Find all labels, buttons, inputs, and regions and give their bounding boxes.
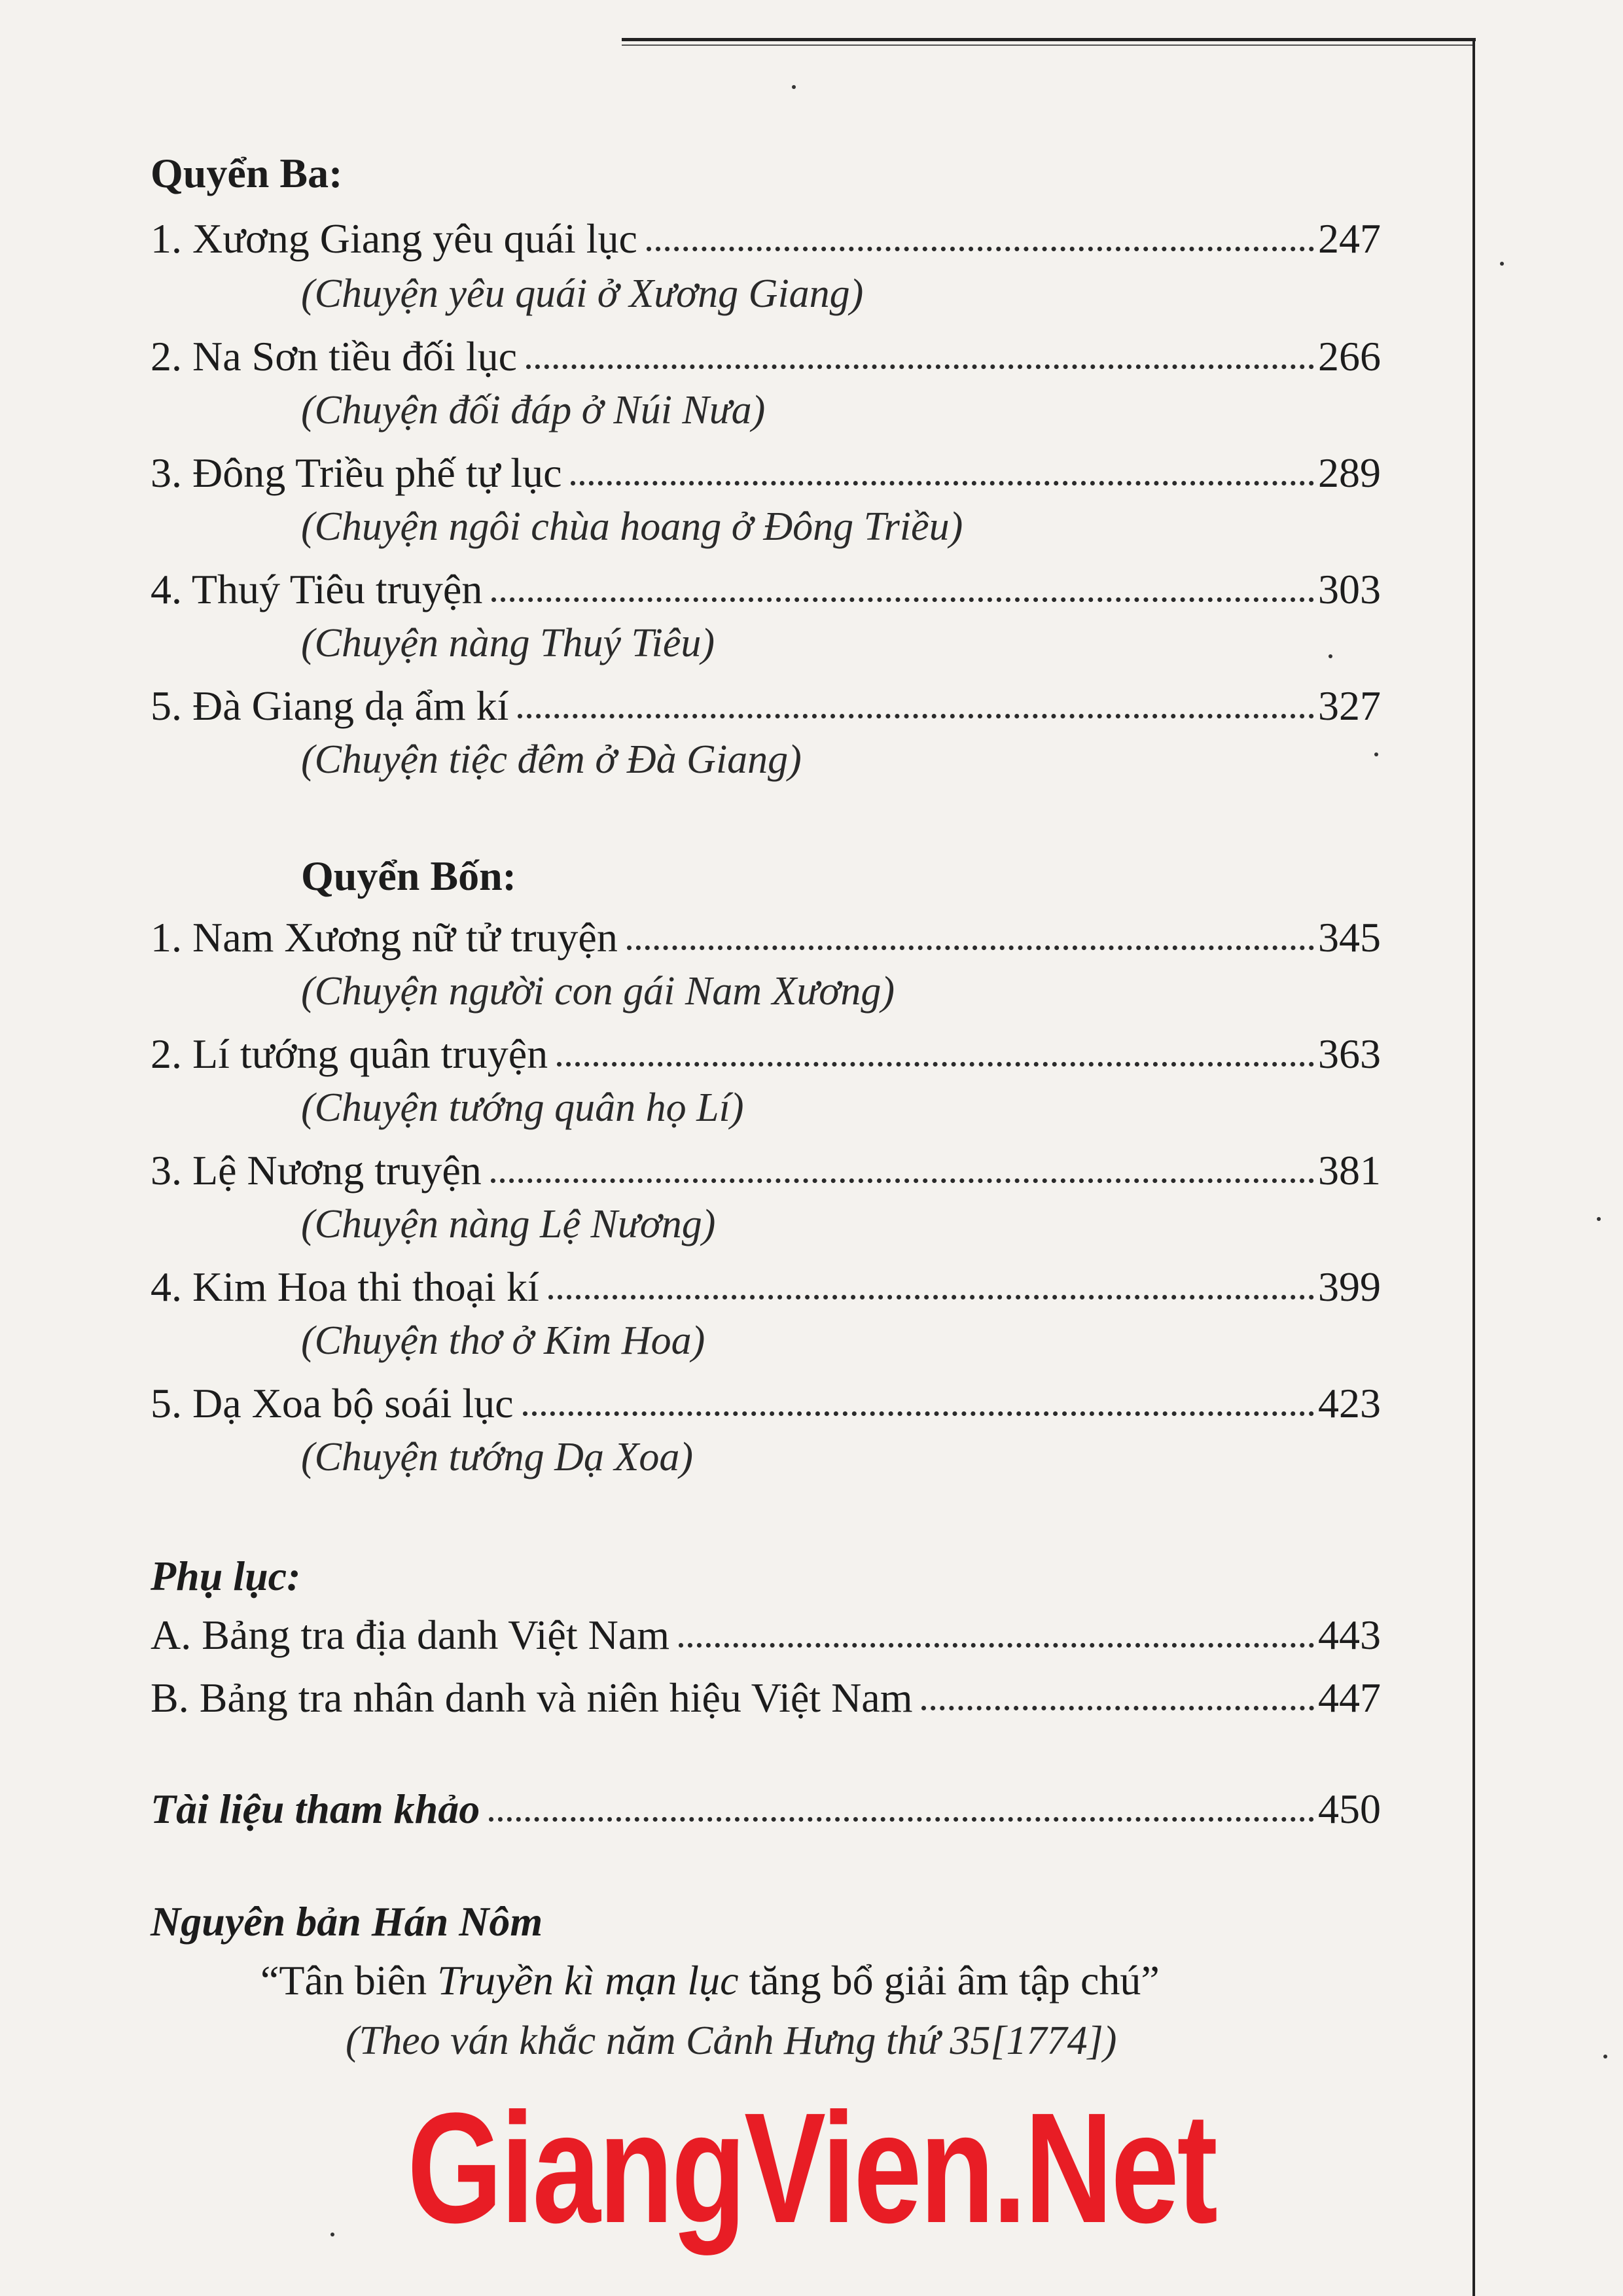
scan-speck — [792, 85, 796, 89]
toc-entry-subtitle: (Chuyện tướng quân họ Lí) — [301, 1086, 744, 1130]
toc-entry-page: 303 — [1318, 566, 1381, 612]
toc-entry-label: 1. Nam Xương nữ tử truyện — [151, 914, 618, 961]
quote-book-title: Truyền kì mạn lục — [437, 1957, 739, 2004]
dot-leader — [627, 945, 1314, 950]
appendix-entry-label: A. Bảng tra địa danh Việt Nam — [151, 1612, 669, 1658]
dot-leader — [526, 364, 1314, 369]
toc-entry-subtitle: (Chuyện người con gái Nam Xương) — [301, 969, 895, 1014]
scan-speck — [1374, 752, 1378, 756]
toc-entry-label: 2. Na Sơn tiều đối lục — [151, 333, 517, 380]
dot-leader — [489, 1817, 1314, 1822]
scan-speck — [1597, 1217, 1601, 1221]
appendix-entry — [151, 1670, 1381, 1722]
toc-entry — [151, 910, 1381, 962]
toc-entry-subtitle: (Chuyện nàng Lệ Nương) — [301, 1202, 716, 1246]
toc-entry — [151, 1375, 1381, 1428]
page-top-border — [622, 38, 1476, 41]
scan-speck — [330, 2233, 334, 2236]
toc-entry-subtitle: (Chuyện ngôi chùa hoang ở Đông Triều) — [301, 504, 963, 549]
toc-entry-label: 5. Đà Giang dạ ẩm kí — [151, 682, 509, 729]
toc-entry-subtitle: (Chuyện đối đáp ở Núi Nưa) — [301, 388, 766, 433]
toc-entry-page: 289 — [1318, 450, 1381, 496]
dot-leader — [921, 1706, 1314, 1710]
toc-entry-page: 247 — [1318, 215, 1381, 262]
references-entry — [151, 1781, 1381, 1833]
toc-entry-page: 363 — [1318, 1031, 1381, 1077]
scan-speck — [1603, 2055, 1607, 2058]
dot-leader — [523, 1411, 1314, 1416]
dot-leader — [647, 247, 1314, 251]
dot-leader — [491, 597, 1314, 602]
references-page: 450 — [1318, 1786, 1381, 1832]
toc-entry-page: 381 — [1318, 1147, 1381, 1193]
toc-entry — [151, 328, 1381, 381]
appendix-entry-label: B. Bảng tra nhân danh và niên hiệu Việt Nam — [151, 1674, 913, 1721]
toc-entry — [151, 211, 1381, 263]
toc-entry-page: 266 — [1318, 333, 1381, 380]
toc-entry — [151, 1259, 1381, 1311]
dot-leader — [557, 1062, 1314, 1067]
quote-prefix: “Tân biên — [260, 1957, 438, 2004]
dot-leader — [548, 1295, 1314, 1299]
toc-entry-label: 3. Lệ Nương truyện — [151, 1147, 482, 1193]
references-label: Tài liệu tham khảo — [151, 1786, 480, 1832]
original-text-quote — [260, 1956, 1160, 2005]
toc-entry-label: 4. Thuý Tiêu truyện — [151, 566, 483, 612]
watermark-logo: GiangVien.Net — [407, 2080, 1216, 2255]
original-text-title: Nguyên bản Hán Nôm — [151, 1898, 543, 1945]
toc-entry — [151, 445, 1381, 497]
toc-entry-label: 1. Xương Giang yêu quái lục — [151, 215, 637, 262]
toc-entry-page: 345 — [1318, 914, 1381, 961]
section-title-quyen-ba: Quyển Ba: — [151, 150, 343, 196]
dot-leader — [571, 481, 1314, 486]
toc-entry — [151, 1142, 1381, 1195]
toc-entry-subtitle: (Chuyện nàng Thuý Tiêu) — [301, 621, 715, 665]
appendix-entry — [151, 1607, 1381, 1659]
toc-entry-subtitle: (Chuyện tướng Dạ Xoa) — [301, 1435, 693, 1479]
appendix-entry-page: 443 — [1318, 1612, 1381, 1658]
appendix-title: Phụ lục: — [151, 1553, 301, 1599]
toc-entry-subtitle: (Chuyện tiệc đêm ở Đà Giang) — [301, 737, 802, 782]
scan-speck — [1500, 262, 1504, 266]
toc-entry-label: 5. Dạ Xoa bộ soái lục — [151, 1380, 514, 1426]
quote-suffix: tăng bổ giải âm tập chú” — [738, 1957, 1160, 2004]
toc-entry-subtitle: (Chuyện yêu quái ở Xương Giang) — [301, 272, 864, 316]
toc-entry-label: 2. Lí tướng quân truyện — [151, 1031, 548, 1077]
appendix-entry-page: 447 — [1318, 1674, 1381, 1721]
page-top-border-inner — [622, 44, 1472, 46]
dot-leader — [518, 714, 1314, 718]
page-right-border — [1472, 38, 1475, 2296]
scan-speck — [1329, 654, 1332, 658]
toc-entry-page: 399 — [1318, 1263, 1381, 1310]
toc-entry-page: 423 — [1318, 1380, 1381, 1426]
toc-entry — [151, 561, 1381, 614]
dot-leader — [679, 1643, 1314, 1648]
dot-leader — [491, 1178, 1314, 1183]
section-title-quyen-bon: Quyển Bốn: — [301, 853, 516, 899]
toc-entry-label: 4. Kim Hoa thi thoại kí — [151, 1263, 539, 1310]
toc-entry — [151, 678, 1381, 730]
original-text-note: (Theo ván khắc năm Cảnh Hưng thứ 35[1774]) — [346, 2019, 1117, 2063]
toc-entry-subtitle: (Chuyện thơ ở Kim Hoa) — [301, 1318, 705, 1363]
toc-entry — [151, 1026, 1381, 1078]
toc-entry-label: 3. Đông Triều phế tự lục — [151, 450, 562, 496]
toc-entry-page: 327 — [1318, 682, 1381, 729]
